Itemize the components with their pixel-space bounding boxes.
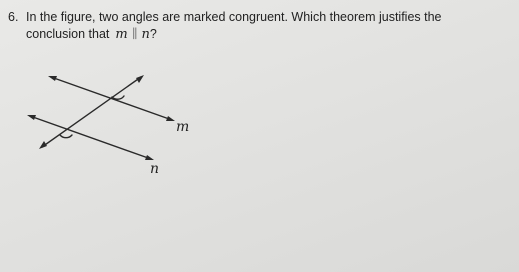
variable-n: n bbox=[141, 27, 150, 42]
arrowhead-m-right bbox=[166, 116, 175, 121]
label-n: n bbox=[150, 161, 160, 177]
question-stem-continued: conclusion that bbox=[26, 27, 110, 41]
arrowhead-transversal-upper bbox=[136, 75, 144, 83]
label-m: m bbox=[176, 119, 190, 135]
angle-mark-lower bbox=[60, 135, 72, 138]
question-mark: ? bbox=[149, 27, 157, 41]
transversal-line bbox=[42, 77, 141, 147]
question-number: 6. bbox=[8, 10, 19, 24]
question-stem: In the figure, two angles are marked congruent. Which theorem justifies the bbox=[26, 10, 442, 24]
line-n bbox=[30, 116, 151, 159]
arrowhead-n-right bbox=[145, 155, 154, 160]
arrowhead-m-left bbox=[48, 76, 57, 81]
parallel-symbol: ∥ bbox=[131, 26, 138, 41]
arrowhead-transversal-lower bbox=[39, 141, 47, 149]
variable-m: m bbox=[115, 27, 128, 42]
arrowhead-n-left bbox=[27, 115, 36, 120]
